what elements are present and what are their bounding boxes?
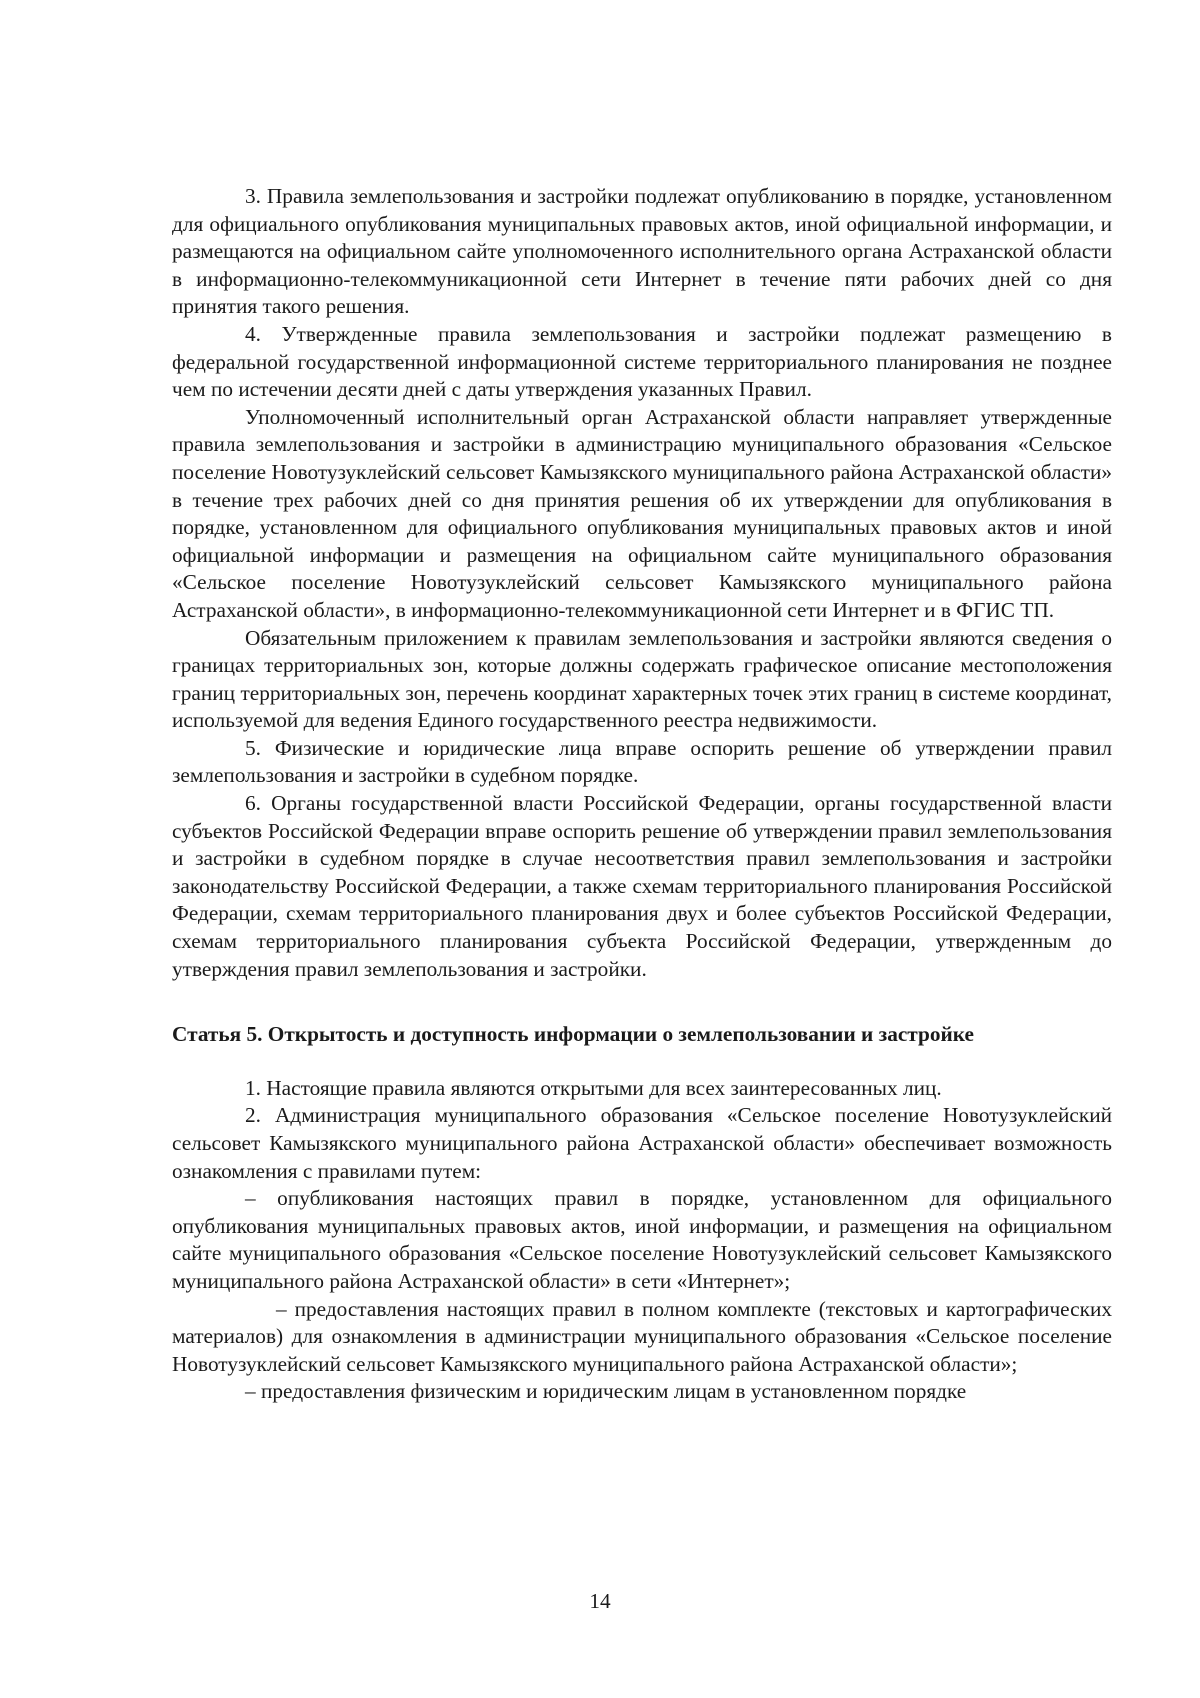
page-number: 14	[589, 1589, 611, 1613]
list-item-publication: – опубликования настоящих правил в порядке, установленном для официального опубликования муниципальных правовых актов, иной информации, и размещения на официальном сайте муниципального образования «Сельское поселение Новотузуклейский сельсовет Камызякского муниципального района Астраханской области» в сети «Интернет»;	[172, 1186, 1112, 1293]
list-item-provision: – предоставления физическим и юридическим лицам в установленном порядке	[245, 1379, 967, 1404]
paragraph-article5-item-1: 1. Настоящие правила являются открытыми для всех заинтересованных лиц.	[245, 1075, 942, 1100]
paragraph-article5-item-2: 2. Администрация муниципального образования «Сельское поселение Новотузуклейский сельсовет Камызякского муниципального района Астраханской области» обеспечивает возможность ознакомления с правилами путем:	[172, 1103, 1112, 1183]
document-page	[172, 183, 1112, 1406]
paragraph-item-3-publication: 3. Правила землепользования и застройки подлежат опубликованию в порядке, установленном для официального опубликования муниципальных правовых актов, иной официальной информации, и размещаются на официальном сайте уполномоченного исполнительного органа Астраханской области в информационно-телекоммуникационной сети Интернет в течение пяти рабочих дней со дня принятия такого решения.	[172, 184, 1112, 319]
list-item-full-set: – предоставления настоящих правил в полном комплекте (текстовых и картографических материалов) для ознакомления в администрации муниципального образования «Сельское поселение Новотузуклейский сельсовет Камызякского муниципального района Астраханской области»;	[172, 1296, 1112, 1376]
paragraph-mandatory-appendix: Обязательным приложением к правилам землепользования и застройки являются сведения о границах территориальных зон, которые должны содержать графическое описание местоположения границ территориальных зон, перечень координат характерных точек этих границ в системе координат, используемой для ведения Единого государственного реестра недвижимости.	[172, 625, 1112, 733]
paragraph-item-5-dispute: 5. Физические и юридические лица вправе оспорить решение об утверждении правил землепользования и застройки в судебном порядке.	[172, 735, 1112, 788]
paragraph-item-6-state-bodies: 6. Органы государственной власти Российской Федерации, органы государственной власти субъектов Российской Федерации вправе оспорить решение об утверждении правил землепользования и застройки в судебном порядке в случае несоответствия правил землепользования и застройки законодательству Российской Федерации, а также схемам территориального планирования Российской Федерации, схемам территориального планирования двух и более субъектов Российской Федерации, схемам территориального планирования субъекта Российской Федерации, утвержденным до утверждения правил землепользования и застройки.	[172, 791, 1112, 981]
article-heading: Статья 5. Открытость и доступность информации о землепользовании и застройке	[172, 1022, 974, 1047]
paragraph-authorized-body: Уполномоченный исполнительный орган Астраханской области направляет утвержденные правила землепользования и застройки в администрацию муниципального образования «Сельское поселение Новотузуклейский сельсовет Камызякского муниципального района Астраханской области» в течение трех рабочих дней со дня принятия решения об их утверждении для опубликования в порядке, установленном для официального опубликования муниципальных правовых актов и иной официальной информации и размещения на официальном сайте муниципального образования «Сельское поселение Новотузуклейский сельсовет Камызякского муниципального района Астраханской области», в информационно-телекоммуникационной сети Интернет и в ФГИС ТП.	[172, 404, 1112, 622]
paragraph-item-4-federal-system: 4. Утвержденные правила землепользования и застройки подлежат размещению в федеральной государственной информационной системе территориального планирования не позднее чем по истечении десяти дней с даты утверждения указанных Правил.	[172, 321, 1112, 402]
